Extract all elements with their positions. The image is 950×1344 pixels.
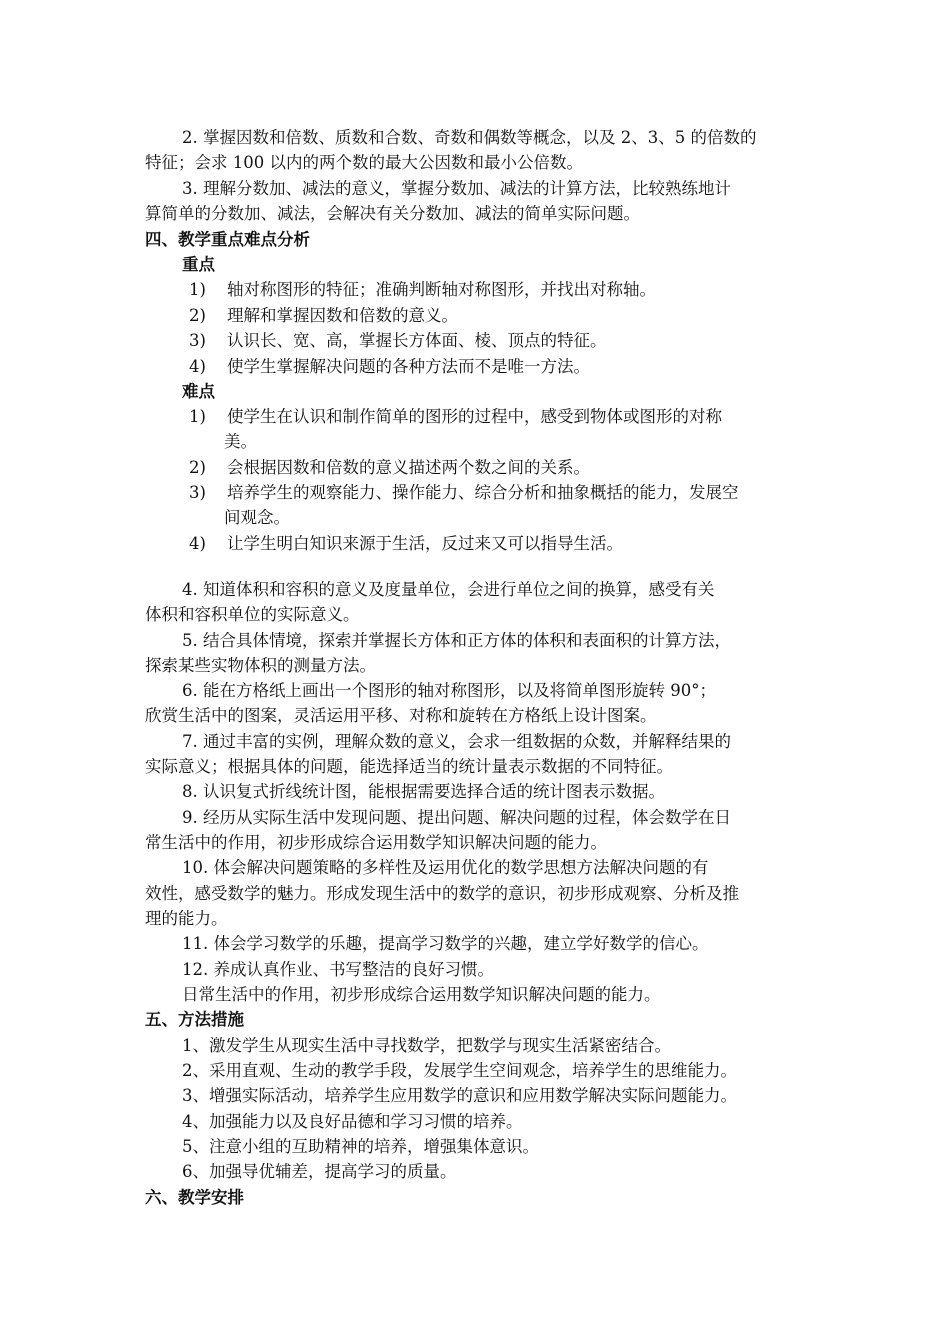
list-item: 6、加强导优辅差，提高学习的质量。 xyxy=(182,1162,457,1181)
paragraph-line: 7. 通过丰富的实例，理解众数的意义，会求一组数据的众数，并解释结果的 xyxy=(182,732,731,751)
list-item xyxy=(189,278,656,302)
paragraph-line: 3. 理解分数加、减法的意义，掌握分数加、减法的计算方法，比较熟练地计 xyxy=(182,179,731,198)
list-text: 理解和掌握因数和倍数的意义。 xyxy=(227,306,458,325)
list-text: 使学生在认识和制作简单的图形的过程中，感受到物体或图形的对称 xyxy=(227,407,722,426)
list-item xyxy=(189,405,722,429)
list-item xyxy=(189,329,607,353)
list-item: 3、增强实际活动，培养学生应用数学的意识和应用数学解决实际问题能力。 xyxy=(182,1086,737,1105)
list-item xyxy=(189,481,739,505)
paragraph-line: 4. 知道体积和容积的意义及度量单位，会进行单位之间的换算，感受有关 xyxy=(182,580,715,599)
subheading-key-points: 重点 xyxy=(182,255,215,274)
list-number: 3) xyxy=(189,483,206,502)
paragraph-line: 9. 经历从实际生活中发现问题、提出问题、解决问题的过程，体会数学在日 xyxy=(182,808,731,827)
paragraph-line: 常生活中的作用，初步形成综合运用数学知识解决问题的能力。 xyxy=(145,833,607,852)
paragraph-line: 实际意义；根据具体的问题，能选择适当的统计量表示数据的不同特征。 xyxy=(145,757,673,776)
list-text: 会根据因数和倍数的意义描述两个数之间的关系。 xyxy=(227,458,590,477)
list-item xyxy=(189,456,590,480)
list-text: 使学生掌握解决问题的各种方法而不是唯一方法。 xyxy=(227,357,590,376)
list-item xyxy=(189,532,623,556)
list-item xyxy=(189,304,458,328)
list-number: 2) xyxy=(189,306,206,325)
list-item: 5、注意小组的互助精神的培养，增强集体意识。 xyxy=(182,1137,539,1156)
list-item-continuation: 美。 xyxy=(224,432,257,451)
paragraph-line: 12. 养成认真作业、书写整洁的良好习惯。 xyxy=(182,960,494,979)
subheading-difficult-points: 难点 xyxy=(182,382,215,401)
paragraph-line: 理的能力。 xyxy=(145,909,228,928)
list-number: 2) xyxy=(189,458,206,477)
list-number: 1) xyxy=(189,407,206,426)
list-text: 轴对称图形的特征；准确判断轴对称图形，并找出对称轴。 xyxy=(227,280,656,299)
paragraph-line: 探索某些实物体积的测量方法。 xyxy=(145,656,376,675)
list-number: 4) xyxy=(189,357,206,376)
list-item xyxy=(189,355,590,379)
list-item: 4、加强能力以及良好品德和学习习惯的培养。 xyxy=(182,1112,523,1131)
list-text: 认识长、宽、高，掌握长方体面、棱、顶点的特征。 xyxy=(227,331,607,350)
paragraph-line: 效性，感受数学的魅力。形成发现生活中的数学的意识，初步形成观察、分析及推 xyxy=(145,884,739,903)
paragraph-line: 欣赏生活中的图案，灵活运用平移、对称和旋转在方格纸上设计图案。 xyxy=(145,706,657,725)
list-item-continuation: 间观念。 xyxy=(224,508,290,527)
section-heading: 六、教学安排 xyxy=(145,1188,244,1207)
paragraph-line: 6. 能在方格纸上画出一个图形的轴对称图形，以及将简单图形旋转 90°； xyxy=(182,681,716,700)
list-item: 1、激发学生从现实生活中寻找数学，把数学与现实生活紧密结合。 xyxy=(182,1036,671,1055)
paragraph-line: 10. 体会解决问题策略的多样性及运用优化的数学思想方法解决问题的有 xyxy=(182,858,709,877)
list-text: 培养学生的观察能力、操作能力、综合分析和抽象概括的能力，发展空 xyxy=(227,483,739,502)
list-number: 4) xyxy=(189,534,206,553)
section-heading: 五、方法措施 xyxy=(145,1010,244,1029)
paragraph-line: 算简单的分数加、减法，会解决有关分数加、减法的简单实际问题。 xyxy=(145,204,640,223)
paragraph-line: 体积和容积单位的实际意义。 xyxy=(145,605,360,624)
section-heading: 四、教学重点难点分析 xyxy=(145,230,310,249)
paragraph-line: 8. 认识复式折线统计图，能根据需要选择合适的统计图表示数据。 xyxy=(182,782,665,801)
paragraph-line: 日常生活中的作用，初步形成综合运用数学知识解决问题的能力。 xyxy=(182,985,661,1004)
paragraph-line: 11. 体会学习数学的乐趣，提高学习数学的兴趣，建立学好数学的信心。 xyxy=(182,934,709,953)
paragraph-line: 5. 结合具体情境，探索并掌握长方体和正方体的体积和表面积的计算方法， xyxy=(182,631,731,650)
list-text: 让学生明白知识来源于生活，反过来又可以指导生活。 xyxy=(227,534,623,553)
paragraph-line: 2. 掌握因数和倍数、质数和合数、奇数和偶数等概念，以及 2、3、5 的倍数的 xyxy=(182,128,757,147)
list-number: 1) xyxy=(189,280,206,299)
paragraph-line: 特征；会求 100 以内的两个数的最大公因数和最小公倍数。 xyxy=(145,153,583,172)
list-item: 2、采用直观、生动的教学手段，发展学生空间观念，培养学生的思维能力。 xyxy=(182,1061,737,1080)
list-number: 3) xyxy=(189,331,206,350)
